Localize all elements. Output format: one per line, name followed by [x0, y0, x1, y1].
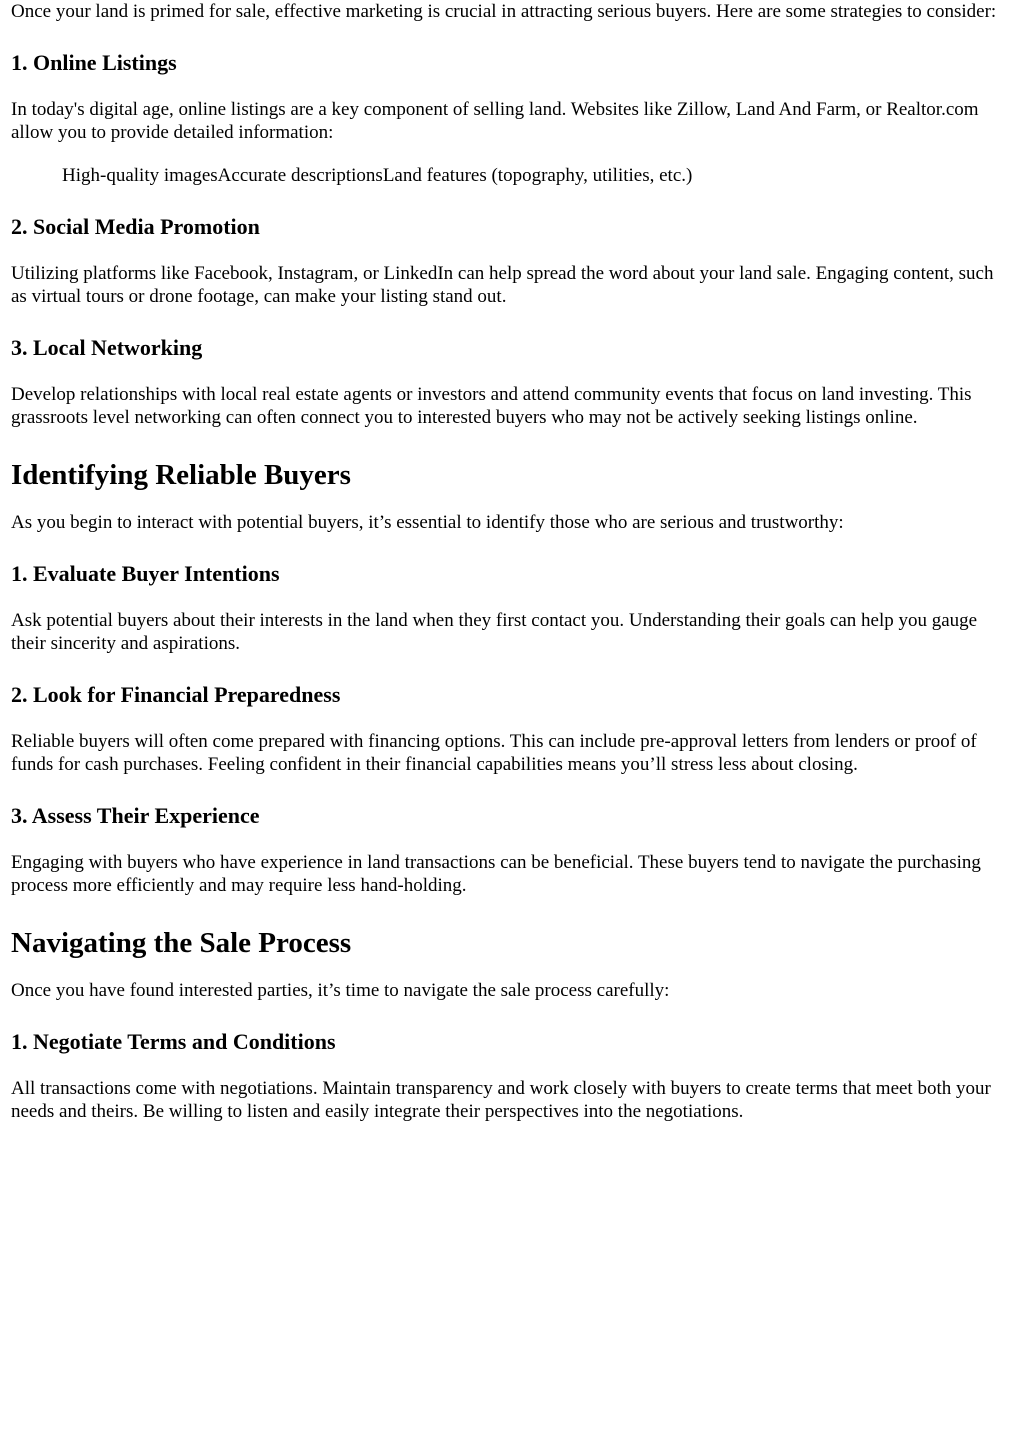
paragraph-sale-process-intro: Once you have found interested parties, it’s time to navigate the sale process carefully:: [11, 980, 670, 1001]
heading-local-networking: 3. Local Networking: [11, 335, 203, 360]
heading-buyer-intentions: 1. Evaluate Buyer Intentions: [11, 561, 280, 586]
heading-financial-preparedness: 2. Look for Financial Preparedness: [11, 682, 341, 707]
listing-details-list: [62, 164, 1014, 187]
section-title-sale-process: Navigating the Sale Process: [11, 927, 352, 959]
intro-paragraph: Once your land is primed for sale, effective marketing is crucial in attracting serious buyers. Here are some strategies to consider:: [11, 1, 997, 22]
list-item: Land features (topography, utilities, etc.): [382, 165, 693, 186]
paragraph-online-listings: In today's digital age, online listings are a key component of selling land. Websites like Zillow, Land And Farm, or Realtor.com allow you to provide detailed information:: [11, 99, 979, 143]
section-title-buyers: Identifying Reliable Buyers: [11, 459, 351, 491]
paragraph-buyer-experience: Engaging with buyers who have experience in land transactions can be beneficial. These buyers tend to navigate the purchasing process more efficiently and may require less hand-holding.: [11, 852, 981, 896]
list-item: Accurate descriptions: [217, 165, 383, 186]
heading-negotiate-terms: 1. Negotiate Terms and Conditions: [11, 1029, 336, 1054]
paragraph-negotiate-terms: All transactions come with negotiations. Maintain transparency and work closely with buyers to create terms that meet both your needs and theirs. Be willing to listen and easily integrate their perspectives into the negotiations.: [11, 1078, 991, 1122]
paragraph-financial-preparedness: Reliable buyers will often come prepared with financing options. This can include pre-approval letters from lenders or proof of funds for cash purchases. Feeling confident in their financial capabilities means you’ll stress less about closing.: [11, 731, 977, 775]
paragraph-buyers-intro: As you begin to interact with potential buyers, it’s essential to identify those who are serious and trustworthy:: [11, 512, 844, 533]
paragraph-buyer-intentions: Ask potential buyers about their interests in the land when they first contact you. Understanding their goals can help you gauge their sincerity and aspirations.: [11, 610, 978, 654]
paragraph-local-networking: Develop relationships with local real estate agents or investors and attend community events that focus on land investing. This grassroots level networking can often connect you to interested buyers who may not be actively seeking listings online.: [11, 384, 972, 428]
heading-online-listings: 1. Online Listings: [11, 50, 177, 75]
heading-buyer-experience: 3. Assess Their Experience: [11, 803, 260, 828]
paragraph-social-media: Utilizing platforms like Facebook, Instagram, or LinkedIn can help spread the word about your land sale. Engaging content, such as virtual tours or drone footage, can make your listing stand out.: [11, 263, 994, 307]
heading-social-media: 2. Social Media Promotion: [11, 214, 260, 239]
list-item: High-quality images: [62, 165, 218, 186]
